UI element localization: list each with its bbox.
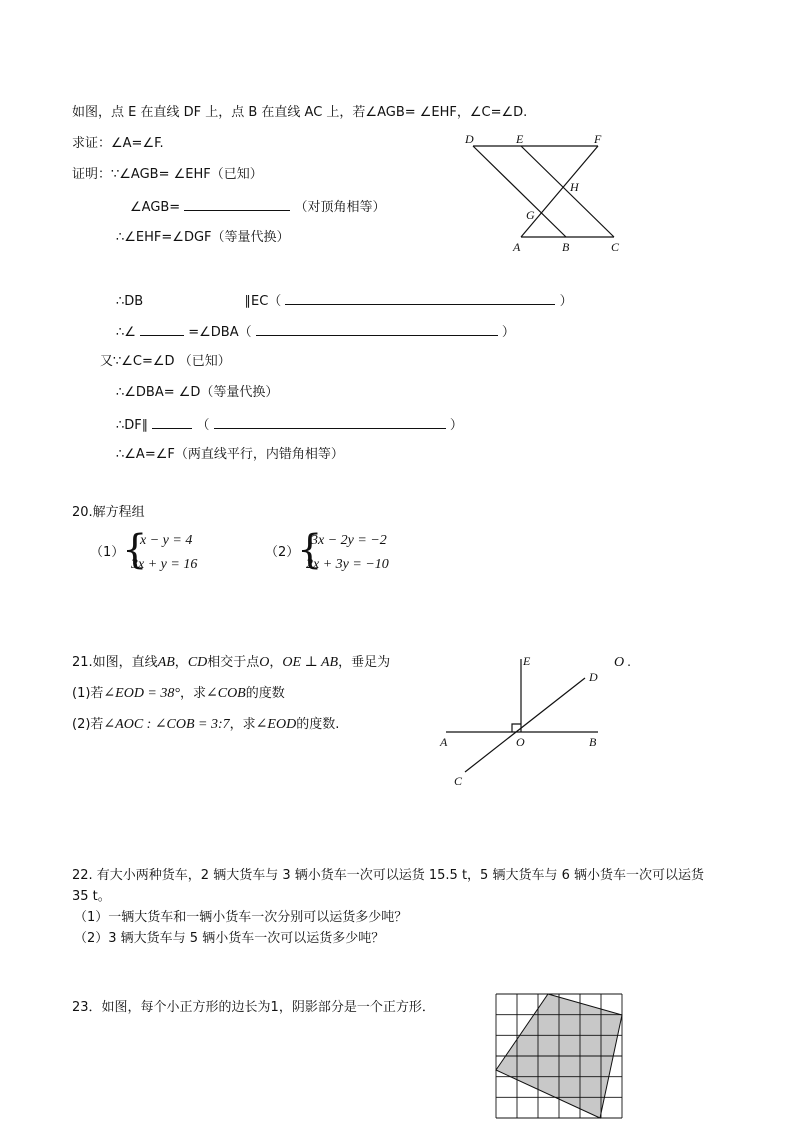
q21-math: ∠COB: [206, 686, 246, 701]
q21-text: (1)若: [72, 686, 104, 701]
label-f: F: [594, 132, 602, 146]
q20-p1-num: （1）: [90, 545, 125, 560]
line-cd: [465, 678, 585, 772]
label-e: E: [523, 654, 531, 668]
q23-grid-figure: [496, 994, 622, 1118]
q19-line5-mid: =∠DBA（: [188, 325, 252, 340]
q21-line1-tail: O .: [614, 655, 632, 670]
label-d: D: [589, 670, 598, 684]
q19-line9: ∴∠A=∠F（两直线平行，内错角相等）: [116, 447, 344, 462]
q19-line8-end: ）: [449, 418, 463, 433]
q21-text: ，: [269, 655, 283, 670]
label-c: C: [454, 774, 463, 788]
q19-line4-end: ）: [559, 294, 573, 309]
q21-text: 21.如图，直线: [72, 655, 158, 670]
q19-intro: 如图，点 E 在直线 DF 上，点 B 在直线 AC 上，若∠AGB= ∠EHF，∠C=∠D.: [72, 105, 528, 120]
q21-math: ∠EOD = 38°: [103, 686, 180, 701]
q21-text: ，求: [229, 717, 256, 732]
label-g: G: [526, 208, 535, 222]
q20-p2-eq2: 2x + 3y = −10: [306, 557, 389, 572]
q21-text: 相交于点: [207, 655, 260, 670]
brace-1: {: [122, 527, 148, 573]
q21-text: (2)若: [72, 717, 104, 732]
right-angle-mark: [512, 724, 521, 732]
q22-line4: （2）3 辆大货车与 5 辆小货车一次可以运货多少吨？: [74, 931, 385, 946]
label-e: E: [516, 132, 524, 146]
q21-math: CD: [187, 655, 208, 670]
q22-line3: （1）一辆大货车和一辆小货车一次分别可以运货多少吨？: [74, 910, 408, 925]
q22-line1: 22. 有大小两种货车，2 辆大货车与 3 辆小货车一次可以运货 15.5 t，5 辆大货车与 6 辆小货车一次可以运货: [72, 868, 704, 883]
label-o: O: [516, 735, 525, 749]
q23-text: 23．如图，每个小正方形的边长为1，阴影部分是一个正方形．: [72, 1000, 435, 1015]
q20-p1-eq1: x − y = 4: [140, 533, 193, 548]
q19-line2-prefix: ∠AGB=: [130, 200, 181, 215]
q21-text: ，: [174, 655, 188, 670]
q20-title: 20.解方程组: [72, 505, 145, 520]
q21-text: 的度数.: [296, 717, 340, 732]
label-b: B: [562, 240, 570, 254]
label-a: A: [440, 735, 448, 749]
label-h: H: [570, 180, 579, 194]
q21-text: ，求: [179, 686, 206, 701]
q20-p1-eq2: 3x + y = 16: [131, 557, 198, 572]
q21-math: ∠AOC : ∠COB = 3:7: [103, 717, 230, 732]
brace-2: {: [297, 527, 323, 573]
q20-p2-num: （2）: [265, 545, 300, 560]
q19-line3: ∴∠EHF=∠DGF（等量代换）: [116, 230, 290, 245]
q21-math: OE ⊥ AB: [282, 655, 339, 670]
q19-line7: ∴∠DBA= ∠D（等量代换）: [116, 385, 279, 400]
label-c: C: [611, 240, 620, 254]
q19-line8-mid: （: [196, 418, 210, 433]
q19-line8-prefix: ∴DF∥: [116, 418, 149, 433]
q19-proof-start: 证明：∵∠AGB= ∠EHF（已知）: [72, 167, 263, 182]
q22-line2: 35 t。: [72, 889, 111, 904]
q21-math: ∠EOD: [255, 717, 297, 732]
label-d: D: [465, 132, 474, 146]
q21-math: O: [259, 655, 270, 670]
q21-math: AB: [157, 655, 175, 670]
q19-line2-reason: （对顶角相等）: [294, 200, 386, 215]
q21-text: 的度数: [245, 686, 285, 701]
q21-text: ，垂足为: [338, 655, 391, 670]
q19-line6: 又∵∠C=∠D （已知）: [100, 354, 231, 369]
label-b: B: [589, 735, 597, 749]
q19-line4-prefix: ∴DB: [116, 294, 144, 309]
q19-line5-end: ）: [501, 325, 515, 340]
label-a: A: [513, 240, 521, 254]
q19-line5-prefix: ∴∠: [116, 325, 136, 340]
q20-p2-eq1: 3x − 2y = −2: [311, 533, 387, 548]
q19-line4-mid: ∥EC（: [244, 294, 282, 309]
q19-prove: 求证：∠A=∠F.: [72, 136, 164, 151]
